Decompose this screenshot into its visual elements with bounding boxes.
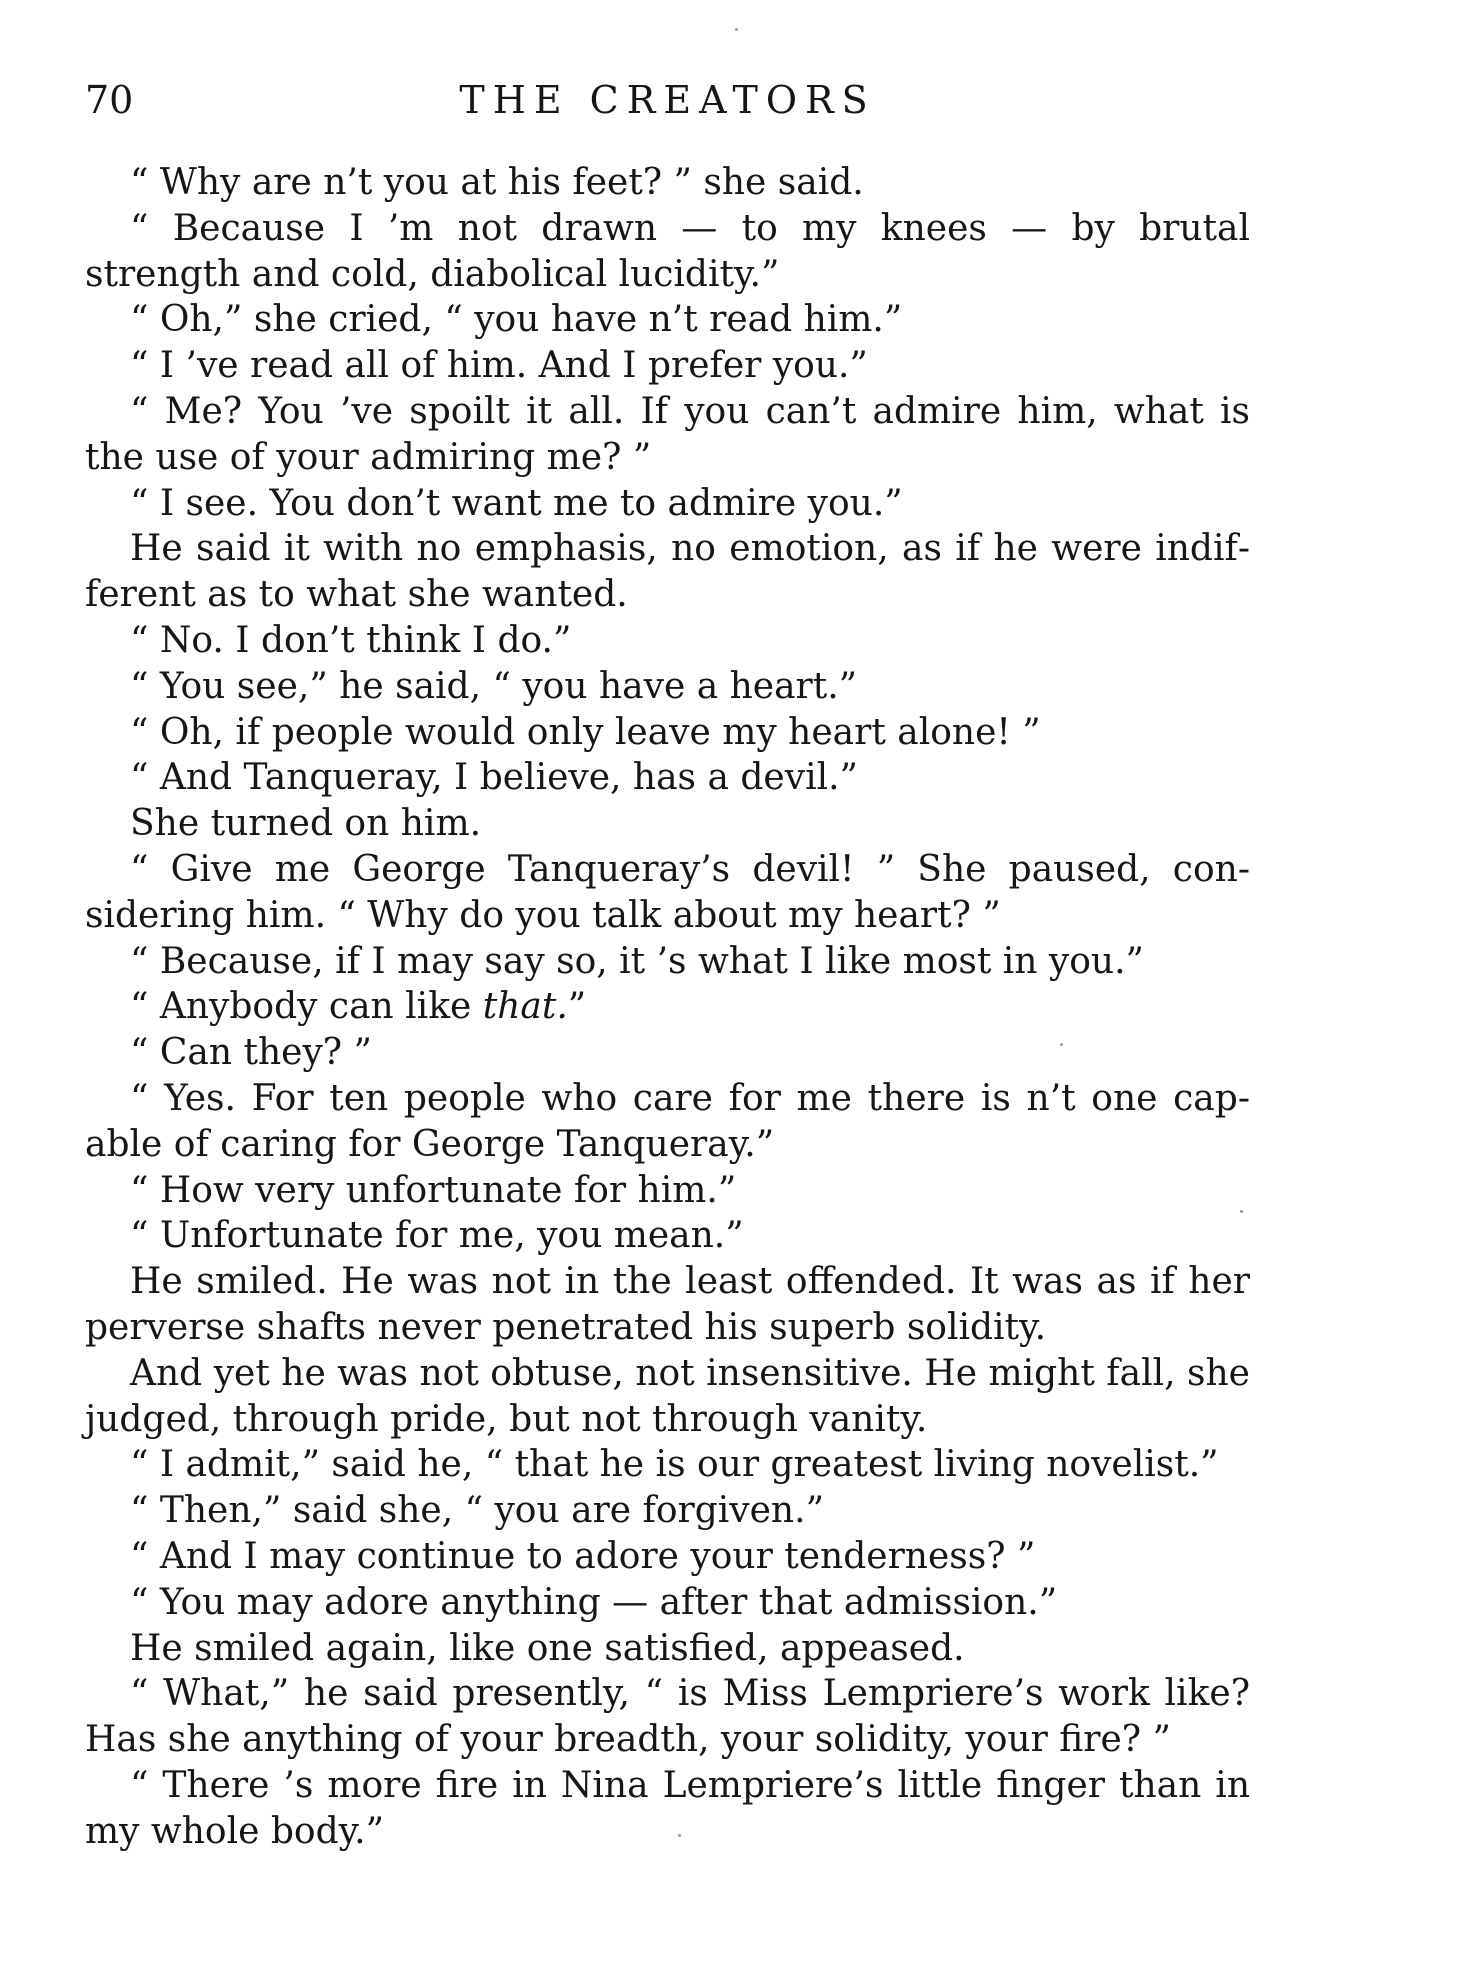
paragraph: “ Oh,” she cried, “ you have n’t read him.” [130, 299, 903, 341]
paragraph: “ There ’s more fire in Nina Lempriere’s little finger than in my whole body.” [85, 1764, 1250, 1852]
paragraph: “ Give me George Tanqueray’s devil! ” She paused, considering him. “ Why do you talk about my heart? ” [85, 848, 1250, 936]
paragraph: “ Unfortunate for me, you mean.” [130, 1215, 744, 1257]
paragraph: He smiled. He was not in the least offended. It was as if her perverse shafts never penetrated his superb solidity. [85, 1261, 1250, 1348]
paragraph: “ You may adore anything — after that admission.” [130, 1581, 1058, 1623]
paragraph: “ Because I ’m not drawn — to my knees — by brutal strength and cold, diabolical lucidity.” [85, 207, 1250, 295]
paragraph: “ I admit,” said he, “ that he is our greatest living novelist.” [130, 1444, 1219, 1486]
paragraph-text: “ Anybody can like [130, 986, 483, 1028]
scan-speck [1060, 1043, 1063, 1046]
paragraph: “ How very unfortunate for him.” [130, 1169, 737, 1211]
paragraph: And yet he was not obtuse, not insensitive. He might fall, she judged, through pride, but not through vanity. [85, 1352, 1250, 1440]
running-head: THE CREATORS [459, 78, 876, 122]
body-text [85, 160, 1250, 1854]
paragraph: He said it with no emphasis, no emotion, as if he were indifferent as to what she wanted. [85, 528, 1250, 616]
paragraph: “ Then,” said she, “ you are forgiven.” [130, 1490, 824, 1532]
paragraph: “ And I may continue to adore your tenderness? ” [130, 1535, 1036, 1577]
page-number: 70 [85, 78, 134, 122]
paragraph: He smiled again, like one satisfied, appeased. [130, 1627, 965, 1669]
scan-speck [1240, 1210, 1243, 1213]
paragraph: “ Me? You ’ve spoilt it all. If you can’t admire him, what is the use of your admiring me? ” [85, 390, 1250, 478]
paragraph: She turned on him. [130, 803, 482, 845]
paragraph: “ No. I don’t think I do.” [130, 619, 572, 661]
paragraph: “ Yes. For ten people who care for me there is n’t one capable of caring for George Tanqueray.” [85, 1077, 1250, 1165]
paragraph: “ And Tanqueray, I believe, has a devil.” [130, 757, 858, 799]
emphasized-word: that. [482, 986, 568, 1028]
paragraph: “ What,” he said presently, “ is Miss Lempriere’s work like? Has she anything of your breadth, your solidity, your fire? ” [85, 1673, 1250, 1761]
paragraph-text: ” [567, 986, 587, 1028]
paragraph: “ I ’ve read all of him. And I prefer you.” [130, 345, 868, 387]
paragraph: “ You see,” he said, “ you have a heart.” [130, 665, 858, 707]
paragraph: “ I see. You don’t want me to admire you.” [130, 482, 903, 524]
page-header [85, 70, 1250, 130]
paragraph: “ Because, if I may say so, it ’s what I like most in you.” [130, 940, 1144, 982]
paragraph: “ Why are n’t you at his feet? ” she said. [130, 162, 864, 203]
paragraph: “ Oh, if people would only leave my heart alone! ” [130, 711, 1041, 753]
paragraph: “ Can they? ” [130, 1032, 372, 1074]
scan-speck [735, 28, 738, 31]
paragraph [85, 984, 1250, 1030]
scan-speck [678, 1834, 681, 1837]
